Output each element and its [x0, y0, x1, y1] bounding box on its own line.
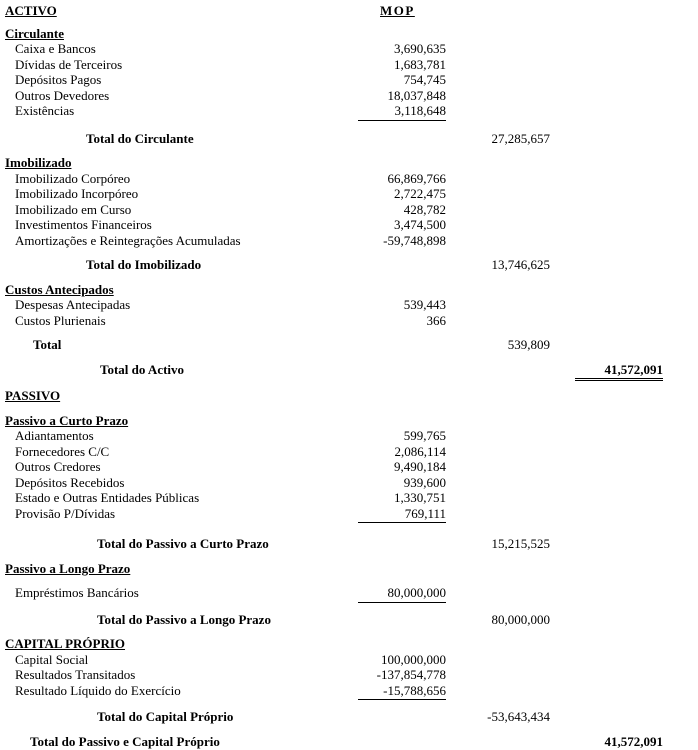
total-row [0, 131, 698, 147]
total-label: Total do Capital Próprio [97, 709, 234, 724]
total-row [0, 709, 698, 725]
amount-col1: 2,086,114 [394, 443, 446, 459]
amount-col1: 1,330,751 [394, 490, 446, 505]
grand-total-row [0, 734, 698, 750]
amount-col1: 66,869,766 [387, 170, 446, 186]
account-label: Imobilizado Corpóreo [15, 170, 131, 186]
section-heading-row [0, 636, 698, 652]
account-label: Dívidas de Terceiros [15, 56, 123, 72]
activo-heading: ACTIVO [5, 3, 57, 18]
total-row [0, 257, 698, 273]
total-label: Total do Passivo a Curto Prazo [97, 536, 269, 551]
line-item-row [0, 233, 698, 249]
passivo-heading: PASSIVO [5, 388, 61, 403]
amount-col1: 366 [426, 312, 446, 328]
account-label: Adiantamentos [15, 428, 94, 443]
currency-heading: MOP [380, 3, 415, 18]
account-label: Existências [15, 103, 75, 118]
amount-col1-underlined: -15,788,656 [358, 683, 446, 701]
amount-col1: 2,722,475 [394, 186, 446, 201]
amount-col1: -137,854,778 [376, 667, 446, 682]
line-item-row [0, 475, 698, 491]
line-item-row [0, 103, 698, 121]
total-label: Total [33, 337, 62, 352]
account-label: Despesas Antecipadas [15, 297, 131, 312]
amount-col2: 27,285,657 [491, 130, 550, 146]
line-item-row [0, 428, 698, 444]
section-heading-row [0, 282, 698, 298]
line-item-row [0, 667, 698, 683]
capital-proprio-heading: CAPITAL PRÓPRIO [5, 636, 126, 651]
amount-col1: 100,000,000 [381, 651, 446, 667]
amount-col1: 18,037,848 [387, 87, 446, 103]
amount-col2: 80,000,000 [491, 611, 550, 627]
account-label: Depósitos Pagos [15, 72, 102, 87]
line-item-row [0, 490, 698, 506]
line-item-row [0, 41, 698, 57]
amount-col1: 1,683,781 [394, 56, 446, 72]
section-heading-passivo-longo-prazo: Passivo a Longo Prazo [5, 560, 131, 576]
total-label: Total do Passivo a Longo Prazo [97, 611, 271, 627]
grand-total-label: Total do Passivo e Capital Próprio [30, 733, 220, 749]
amount-col3-double-underlined: 41,572,091 [575, 734, 663, 750]
line-item-row [0, 57, 698, 73]
section-heading-row [0, 155, 698, 171]
section-heading-row [0, 26, 698, 42]
amount-col3-double-underlined: 41,572,091 [575, 362, 663, 380]
account-label: Resultado Líquido do Exercício [15, 682, 181, 698]
account-label: Depósitos Recebidos [15, 474, 125, 490]
section-heading-row [0, 388, 698, 404]
account-label: Estado e Outras Entidades Públicas [15, 490, 200, 505]
section-heading-imobilizado: Imobilizado [5, 155, 72, 170]
account-label: Fornecedores C/C [15, 443, 110, 459]
line-item-row [0, 72, 698, 88]
line-item-row [0, 297, 698, 313]
amount-col1: 599,765 [403, 428, 446, 443]
total-row [0, 612, 698, 628]
account-label: Provisão P/Dívidas [15, 505, 116, 521]
amount-col2: 15,215,525 [491, 536, 550, 551]
account-label: Amortizações e Reintegrações Acumuladas [15, 232, 241, 248]
section-heading-row [0, 561, 698, 577]
total-row [0, 337, 698, 353]
line-item-row [0, 585, 698, 603]
line-item-row [0, 202, 698, 218]
line-item-row [0, 217, 698, 233]
amount-col1: -59,748,898 [383, 232, 446, 248]
amount-col1-underlined: 3,118,648 [358, 103, 446, 121]
line-item-row [0, 313, 698, 329]
account-label: Custos Plurienais [15, 312, 106, 328]
amount-col2: -53,643,434 [487, 709, 550, 724]
section-heading-passivo-curto-prazo: Passivo a Curto Prazo [5, 412, 129, 428]
grand-total-label: Total do Activo [100, 361, 185, 377]
amount-col1: 3,690,635 [394, 41, 446, 56]
section-heading-row [0, 413, 698, 429]
header-row [0, 3, 698, 19]
account-label: Investimentos Financeiros [15, 217, 152, 232]
account-label: Capital Social [15, 651, 89, 667]
account-label: Empréstimos Bancários [15, 585, 139, 600]
total-label: Total do Circulante [86, 130, 194, 146]
amount-col1: 539,443 [403, 297, 446, 312]
amount-col2: 13,746,625 [491, 257, 550, 272]
line-item-row [0, 444, 698, 460]
amount-col1: 754,745 [403, 72, 446, 87]
line-item-row [0, 652, 698, 668]
account-label: Imobilizado Incorpóreo [15, 186, 139, 201]
line-item-row [0, 506, 698, 524]
total-row [0, 536, 698, 552]
amount-col1: 939,600 [403, 474, 446, 490]
line-item-row [0, 459, 698, 475]
amount-col1-underlined: 769,111 [358, 506, 446, 524]
account-label: Outros Credores [15, 459, 101, 474]
amount-col2: 539,809 [507, 337, 550, 352]
total-label: Total do Imobilizado [86, 257, 202, 272]
line-item-row [0, 186, 698, 202]
amount-col1: 3,474,500 [394, 217, 446, 232]
section-heading-circulante: Circulante [5, 25, 64, 41]
section-heading-custos-antecipados: Custos Antecipados [5, 281, 114, 297]
account-label: Imobilizado em Curso [15, 201, 132, 217]
line-item-row [0, 88, 698, 104]
account-label: Resultados Transitados [15, 667, 136, 682]
amount-col1-underlined: 80,000,000 [358, 585, 446, 603]
line-item-row [0, 171, 698, 187]
amount-col1: 428,782 [403, 201, 446, 217]
line-item-row [0, 683, 698, 701]
grand-total-row [0, 362, 698, 380]
account-label: Caixa e Bancos [15, 41, 96, 56]
amount-col1: 9,490,184 [394, 459, 446, 474]
account-label: Outros Devedores [15, 87, 110, 103]
